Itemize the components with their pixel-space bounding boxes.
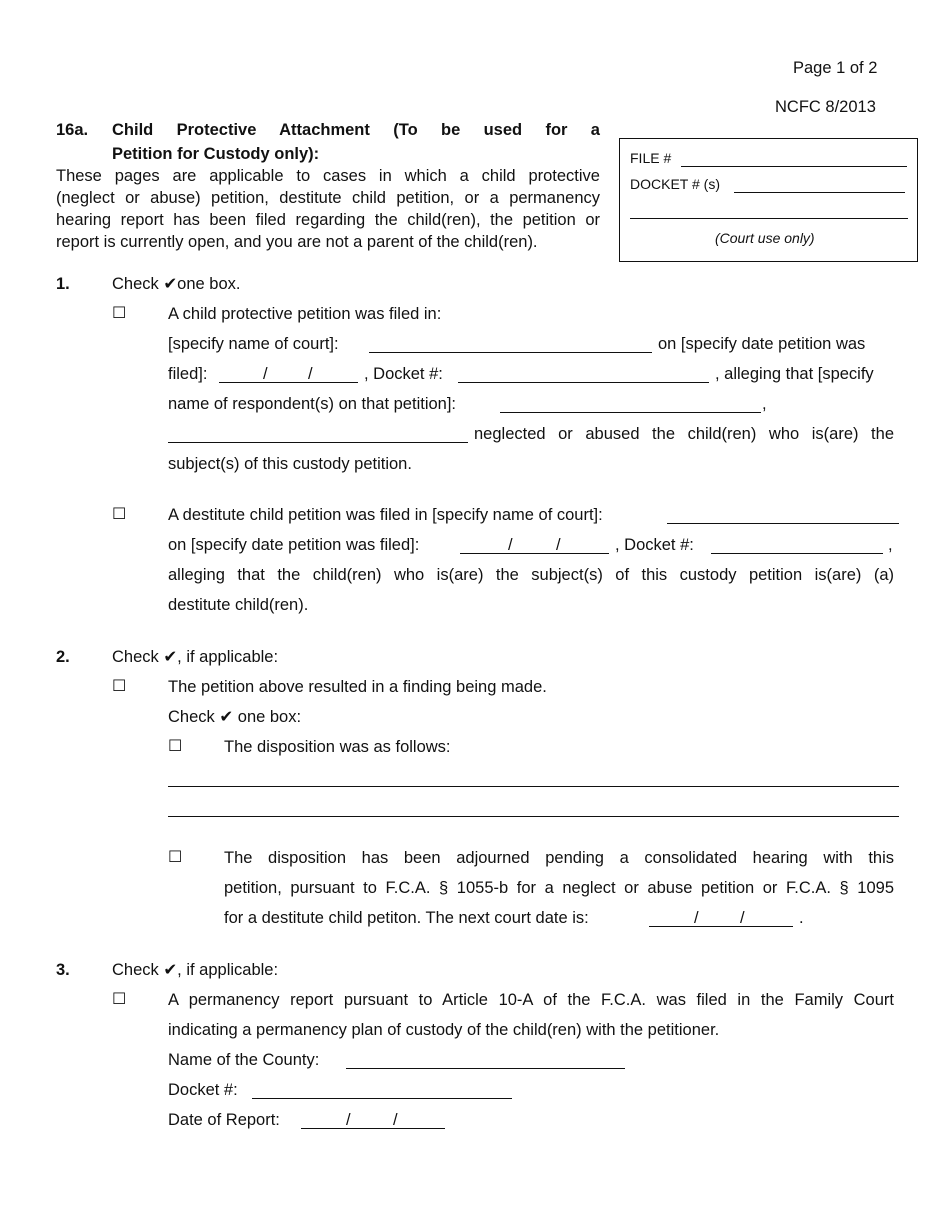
attachment-title: Child Protective Attachment (To be used for a xyxy=(112,121,600,139)
report-date-field[interactable] xyxy=(301,1128,445,1129)
next-court-date-field[interactable] xyxy=(649,926,793,927)
destitute-date-label: on [specify date petition was filed]: xyxy=(168,536,420,554)
county-field[interactable] xyxy=(346,1068,625,1069)
docket-label-3: Docket #: xyxy=(168,1081,238,1099)
court-name-field[interactable] xyxy=(369,352,652,353)
finding-checkbox[interactable]: ☐ xyxy=(112,678,127,695)
docket-number-field[interactable] xyxy=(734,192,905,193)
date-slash: / xyxy=(694,909,699,927)
date-slash: / xyxy=(308,365,313,383)
destitute-docket-label: , Docket #: xyxy=(615,536,694,554)
item-number-1: 1. xyxy=(56,275,70,293)
permanency-text: A permanency report pursuant to Article 10-A of the F.C.A. was filed in the Family Court xyxy=(168,991,894,1009)
section-number: 16a. xyxy=(56,121,89,139)
destitute-court-field[interactable] xyxy=(667,523,899,524)
description-line: (neglect or abuse) petition, destitute child petition, or a permanency xyxy=(56,189,600,207)
destitute-date-field[interactable] xyxy=(460,553,609,554)
date-filed-field[interactable] xyxy=(219,382,358,383)
destitute-text: A destitute child petition was filed in [specify name of court]: xyxy=(168,506,603,524)
docket-number-field-2[interactable] xyxy=(630,218,908,219)
destitute-docket-field[interactable] xyxy=(711,553,883,554)
date-slash: / xyxy=(740,909,745,927)
page-number: Page 1 of 2 xyxy=(793,59,878,77)
child-protective-checkbox[interactable]: ☐ xyxy=(112,305,127,322)
date-slash: / xyxy=(508,536,513,554)
docket-number-label: DOCKET # (s) xyxy=(630,176,720,192)
period: . xyxy=(799,909,804,927)
item-number-3: 3. xyxy=(56,961,70,979)
destitute-checkbox[interactable]: ☐ xyxy=(112,506,127,523)
court-use-only-label: (Court use only) xyxy=(715,230,815,246)
comma: , xyxy=(762,395,767,413)
next-court-date-label: for a destitute child petiton. The next court date is: xyxy=(224,909,589,927)
neglect-text: neglected or abused the child(ren) who is(are) the xyxy=(474,425,894,443)
sub-instruction: Check ✔ one box: xyxy=(168,708,302,726)
disposition-text: The disposition was as follows: xyxy=(224,738,451,756)
docket-field-3[interactable] xyxy=(252,1098,512,1099)
docket-field[interactable] xyxy=(458,382,709,383)
court-name-label: [specify name of court]: xyxy=(168,335,339,353)
file-number-label: FILE # xyxy=(630,150,672,166)
disposition-field-2[interactable] xyxy=(168,816,899,817)
child-protective-text: A child protective petition was filed in: xyxy=(168,305,442,323)
item-3-instruction: Check ✔, if applicable: xyxy=(112,961,279,979)
destitute-alleging-text: alleging that the child(ren) who is(are) the subject(s) of this custody petition is(are) (a) xyxy=(168,566,894,584)
permanency-checkbox[interactable]: ☐ xyxy=(112,991,127,1008)
respondent-field-2[interactable] xyxy=(168,442,468,443)
adjourned-checkbox[interactable]: ☐ xyxy=(168,849,183,866)
docket-label: , Docket #: xyxy=(364,365,443,383)
adjourned-text: petition, pursuant to F.C.A. § 1055-b for a neglect or abuse petition or F.C.A. § 1095 xyxy=(224,879,894,897)
date-slash: / xyxy=(393,1111,398,1129)
disposition-checkbox[interactable]: ☐ xyxy=(168,738,183,755)
finding-text: The petition above resulted in a finding being made. xyxy=(168,678,547,696)
adjourned-text: The disposition has been adjourned pending a consolidated hearing with this xyxy=(224,849,894,867)
form-code: NCFC 8/2013 xyxy=(775,98,876,116)
item-number-2: 2. xyxy=(56,648,70,666)
disposition-field-1[interactable] xyxy=(168,786,899,787)
permanency-text-2: indicating a permanency plan of custody of the child(ren) with the petitioner. xyxy=(168,1021,720,1039)
comma: , xyxy=(888,536,893,554)
report-date-label: Date of Report: xyxy=(168,1111,280,1129)
attachment-title-line2: Petition for Custody only): xyxy=(112,145,320,163)
item-2-instruction: Check ✔, if applicable: xyxy=(112,648,279,666)
description-line: These pages are applicable to cases in which a child protective xyxy=(56,167,600,185)
description-line: report is currently open, and you are not a parent of the child(ren). xyxy=(56,233,538,251)
date-filed-label: on [specify date petition was xyxy=(658,335,866,353)
filed-label: filed]: xyxy=(168,365,208,383)
county-label: Name of the County: xyxy=(168,1051,320,1069)
description-line: hearing report has been filed regarding the child(ren), the petition or xyxy=(56,211,600,229)
date-slash: / xyxy=(263,365,268,383)
respondent-field[interactable] xyxy=(500,412,761,413)
date-slash: / xyxy=(556,536,561,554)
subject-text: subject(s) of this custody petition. xyxy=(168,455,412,473)
file-number-field[interactable] xyxy=(681,166,907,167)
destitute-child-text: destitute child(ren). xyxy=(168,596,309,614)
date-slash: / xyxy=(346,1111,351,1129)
respondent-label: name of respondent(s) on that petition]: xyxy=(168,395,457,413)
item-1-instruction: Check ✔one box. xyxy=(112,275,241,293)
alleging-label: , alleging that [specify xyxy=(715,365,874,383)
